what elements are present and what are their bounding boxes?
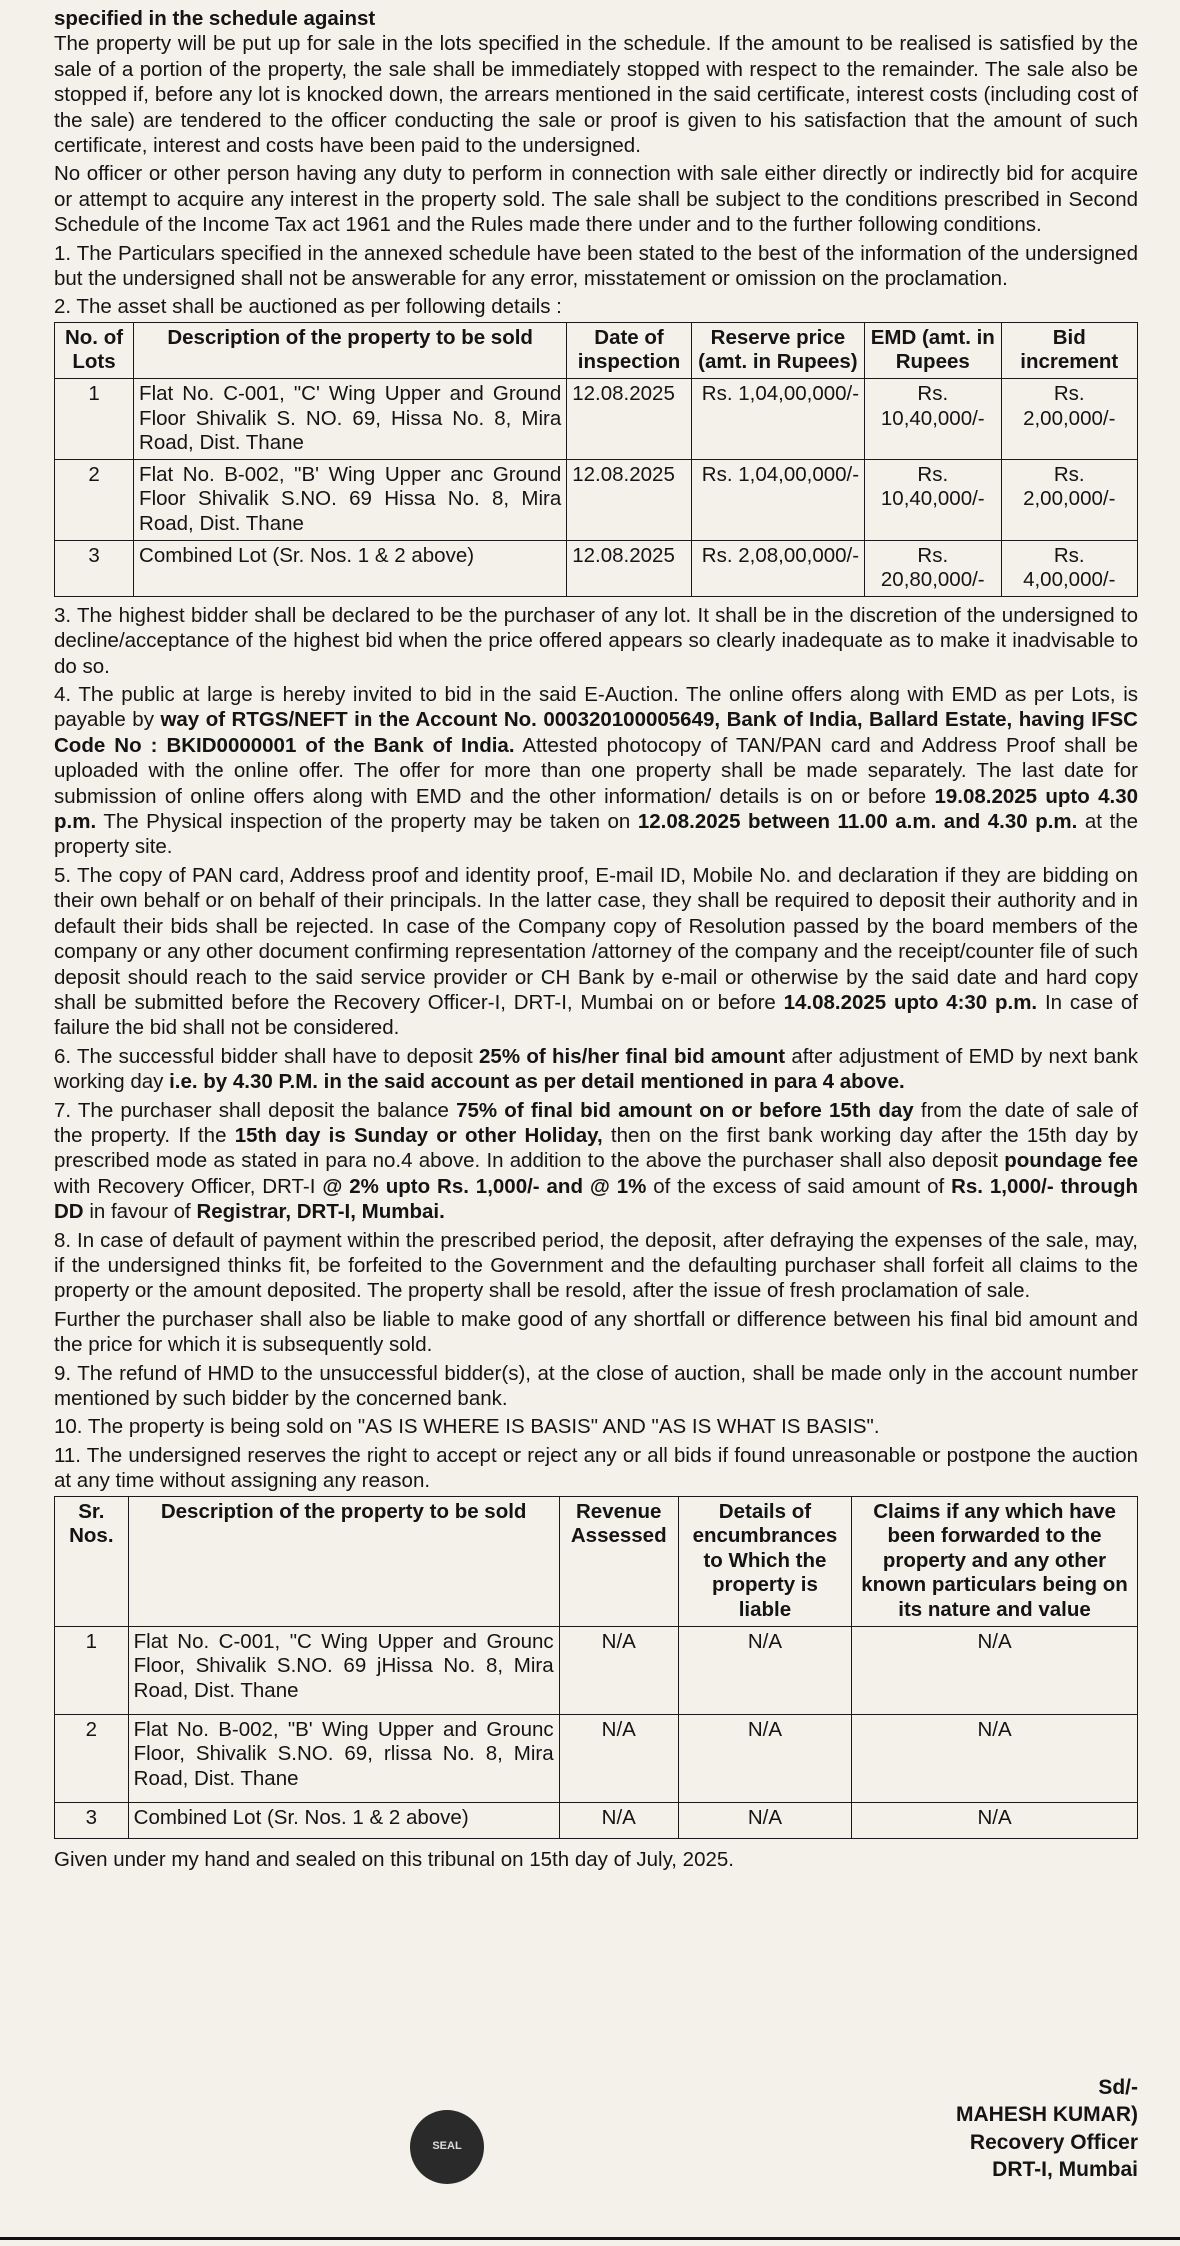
condition-5-text: 5. The copy of PAN card, Address proof and identity proof, E-mail ID, Mobile No. and declaration if they are bidding on their own behalf or on behalf of their principals. In the latter case, they shall be required to deposit their authority and in default their bids shall be rejected. In case of the Company copy of Resolution passed by the board members of the company or any other document confirming representation /attorney of the company and the receipt/counter file of such deposit should reach to the said service provider or CH Bank by e-mail or otherwise by the said date and hard copy shall be submitted before the Recovery Officer-I, DRT-I, Mumbai on or before	[54, 863, 1138, 1014]
header-description: Description of the property to be sold	[134, 322, 567, 378]
header-bid-increment: Bid increment	[1001, 322, 1138, 378]
auction-lots-table	[54, 322, 1138, 597]
table-row	[55, 459, 1138, 540]
lot-reserve-price: Rs. 1,04,00,000/-	[691, 379, 864, 460]
officer-title: Recovery Officer	[969, 2130, 1138, 2154]
lot-reserve-price: Rs. 2,08,00,000/-	[691, 540, 864, 596]
condition-2: 2. The asset shall be auctioned as per following details :	[54, 295, 562, 319]
property-schedule-table	[54, 1496, 1138, 1839]
holiday-clause: 15th day is Sunday or other Holiday,	[234, 1123, 603, 1147]
lot-inspection-date: 12.08.2025	[567, 379, 692, 460]
registrar: Registrar, DRT-I, Mumbai.	[196, 1200, 445, 1224]
lot-bid-increment: Rs. 2,00,000/-	[1001, 379, 1138, 460]
condition-7	[54, 1098, 1138, 1225]
condition-4	[54, 682, 1138, 860]
lot-emd: Rs. 10,40,000/-	[865, 459, 1001, 540]
header-sr-nos: Sr. Nos.	[55, 1496, 129, 1626]
lot-no: 2	[55, 459, 134, 540]
officer-name: MAHESH KUMAR)	[956, 2103, 1138, 2127]
auction-lots-header-row	[55, 322, 1138, 378]
header-revenue-assessed: Revenue Assessed	[559, 1496, 678, 1626]
revenue-assessed: N/A	[559, 1802, 678, 1838]
encumbrances: N/A	[678, 1802, 851, 1838]
deposit-percent: 25% of his/her final bid amount	[479, 1044, 786, 1068]
lot-description: Flat No. C-001, "C' Wing Upper and Ground Floor Shivalik S. NO. 69, Hissa No. 8, Mira Road, Dist. Thane	[134, 379, 567, 460]
lot-bid-increment: Rs. 4,00,000/-	[1001, 540, 1138, 596]
condition-7-text: 7. The purchaser shall deposit the balance	[54, 1098, 449, 1122]
header-reserve-price: Reserve price (amt. in Rupees)	[691, 322, 864, 378]
claims: N/A	[852, 1802, 1138, 1838]
encumbrances: N/A	[678, 1714, 851, 1802]
inspection-window: 12.08.2025 between 11.00 a.m. and 4.30 p.m.	[637, 810, 1078, 834]
condition-7-text: of the excess of said amount of	[653, 1174, 945, 1198]
table-row	[55, 1714, 1138, 1802]
table-row	[55, 540, 1138, 596]
lot-emd: Rs. 10,40,000/-	[865, 379, 1001, 460]
condition-7-text: with Recovery Officer, DRT-I	[54, 1174, 316, 1198]
revenue-assessed: N/A	[559, 1714, 678, 1802]
lot-inspection-date: 12.08.2025	[567, 540, 692, 596]
intro-fragment: specified in the schedule against	[54, 7, 376, 30]
property-description: Flat No. C-001, "C Wing Upper and Grounc Floor, Shivalik S.NO. 69 jHissa No. 8, Mira Road, Dist. Thane	[128, 1626, 559, 1714]
header-no-of-lots: No. of Lots	[55, 322, 134, 378]
balance-deadline: 75% of final bid amount on or before 15th day	[456, 1098, 914, 1122]
header-date-of-inspection: Date of inspection	[567, 322, 692, 378]
property-schedule-header-row	[55, 1496, 1138, 1626]
condition-6-text: 6. The successful bidder shall have to deposit	[54, 1044, 473, 1068]
condition-6	[54, 1044, 1138, 1095]
condition-9: 9. The refund of HMD to the unsuccessful bidder(s), at the close of auction, shall be made only in the account number mentioned by such bidder by the concerned bank.	[54, 1361, 1138, 1410]
lot-no: 3	[55, 540, 134, 596]
header-description: Description of the property to be sold	[128, 1496, 559, 1626]
bank-account-details: way of RTGS/NEFT in the Account No. 000320100005649, Bank of India, Ballard Estate, having IFSC Code No : BKID0000001 of the Bank of India.	[54, 708, 1138, 757]
lot-description: Combined Lot (Sr. Nos. 1 & 2 above)	[134, 540, 567, 596]
lot-no: 1	[55, 379, 134, 460]
property-description: Combined Lot (Sr. Nos. 1 & 2 above)	[128, 1802, 559, 1838]
table-row	[55, 1626, 1138, 1714]
condition-8: 8. In case of default of payment within the prescribed period, the deposit, after defraying the expenses of the sale, may, if the undersigned thinks fit, be forfeited to the Government and the defaulting purchaser shall forfeit all claims to the property or the amount deposited. The property shall be resold, after the issue of fresh proclamation of sale.	[54, 1228, 1138, 1303]
intro-paragraph-1: The property will be put up for sale in the lots specified in the schedule. If the amount to be realised is satisfied by the sale of a portion of the property, the sale shall be immediately stopped with respect to the remainder. The sale also be stopped if, before any lot is knocked down, the arrears mentioned in the said certificate, interest costs (including cost of the sale) are tendered to the officer conducting the sale or proof is given to his satisfaction that the amount of such certificate, interest and costs have been paid to the undersigned.	[54, 32, 1138, 158]
hard-copy-deadline: 14.08.2025 upto 4:30 p.m.	[783, 990, 1038, 1014]
claims: N/A	[852, 1626, 1138, 1714]
poundage-mode: Rs. 1,000/- through DD	[54, 1174, 1138, 1224]
lot-reserve-price: Rs. 1,04,00,000/-	[691, 459, 864, 540]
seal-text: SEAL	[432, 2140, 462, 2153]
condition-4-text: at the property site.	[54, 810, 1138, 859]
condition-7-text: in favour of	[89, 1200, 191, 1224]
deposit-deadline: i.e. by 4.30 P.M. in the said account as per detail mentioned in para 4 above.	[169, 1070, 905, 1094]
signed-mark: Sd/-	[1098, 2076, 1138, 2099]
lot-inspection-date: 12.08.2025	[567, 459, 692, 540]
property-description: Flat No. B-002, "B' Wing Upper and Grounc Floor, Shivalik S.NO. 69, rlissa No. 8, Mira Road, Dist. Thane	[128, 1714, 559, 1802]
condition-4-text: The Physical inspection of the property may be taken on	[103, 810, 631, 834]
seal-stamp	[410, 2110, 484, 2184]
condition-10: 10. The property is being sold on "AS IS WHERE IS BASIS" AND "AS IS WHAT IS BASIS".	[54, 1415, 880, 1439]
sr-no: 1	[55, 1626, 129, 1714]
condition-7-text: then on the first bank working day after the 15th day by prescribed mode as stated in para no.4 above. In addition to the above the purchaser shall also deposit	[54, 1123, 1138, 1173]
condition-8-further: Further the purchaser shall also be liable to make good of any shortfall or difference between his final bid amount and the price for which it is subsequently sold.	[54, 1307, 1138, 1357]
condition-6-text: after adjustment of EMD by next bank working day	[54, 1044, 1138, 1094]
poundage-fee: poundage fee	[1004, 1149, 1139, 1173]
claims: N/A	[852, 1714, 1138, 1802]
intro-paragraph-2: No officer or other person having any duty to perform in connection with sale either directly or indirectly bid for acquire or attempt to acquire any interest in the property sold. The sale shall be subject to the conditions prescribed in Second Schedule of the Income Tax act 1961 and the Rules made there under and to the further following conditions.	[54, 162, 1138, 237]
header-emd: EMD (amt. in Rupees	[865, 322, 1001, 378]
condition-3: 3. The highest bidder shall be declared to be the purchaser of any lot. It shall be in the discretion of the undersigned to decline/acceptance of the highest bid when the price offered appears so clearly inadequate as to make it inadvisable to do so.	[54, 603, 1138, 678]
offer-deadline: 19.08.2025 upto 4.30 p.m.	[54, 784, 1139, 834]
lot-description: Flat No. B-002, "B' Wing Upper anc Ground Floor Shivalik S.NO. 69 Hissa No. 8, Mira Road, Dist. Thane	[134, 459, 567, 540]
header-claims: Claims if any which have been forwarded to the property and any other known particulars being on its nature and value	[852, 1496, 1138, 1626]
condition-4-text: Attested photocopy of TAN/PAN card and Address Proof shall be uploaded with the online offer. The offer for more than one property shall be made separately. The last date for submission of online offers along with EMD and the other information/ details is on or before	[54, 733, 1138, 808]
condition-4-text: 4. The public at large is hereby invited to bid in the said E-Auction. The online offers along with EMD as per Lots, is payable by	[54, 683, 1138, 732]
lot-emd: Rs. 20,80,000/-	[865, 540, 1001, 596]
condition-7-text: from the date of sale of the property. If the	[54, 1098, 1138, 1147]
bottom-rule	[0, 2237, 1180, 2240]
header-encumbrances: Details of encumbrances to Which the property is liable	[678, 1496, 851, 1626]
given-under-hand: Given under my hand and sealed on this tribunal on 15th day of July, 2025.	[54, 1847, 734, 1871]
signature-block	[956, 2074, 1138, 2183]
table-row	[55, 1802, 1138, 1838]
condition-5-text: In case of failure the bid shall not be considered.	[54, 990, 1139, 1040]
condition-1: 1. The Particulars specified in the annexed schedule have been stated to the best of the information of the undersigned but the undersigned shall not be answerable for any error, misstatement or omission on the proclamation.	[54, 241, 1138, 291]
condition-11: 11. The undersigned reserves the right to accept or reject any or all bids if found unreasonable or postpone the auction at any time without assigning any reason.	[54, 1443, 1138, 1493]
poundage-rates: @ 2% upto Rs. 1,000/- and @ 1%	[322, 1174, 647, 1198]
revenue-assessed: N/A	[559, 1626, 678, 1714]
officer-office: DRT-I, Mumbai	[992, 2157, 1138, 2181]
encumbrances: N/A	[678, 1626, 851, 1714]
lot-bid-increment: Rs. 2,00,000/-	[1001, 459, 1138, 540]
sr-no: 2	[55, 1714, 129, 1802]
sr-no: 3	[55, 1802, 129, 1838]
condition-5	[54, 863, 1138, 1041]
table-row	[55, 379, 1138, 460]
